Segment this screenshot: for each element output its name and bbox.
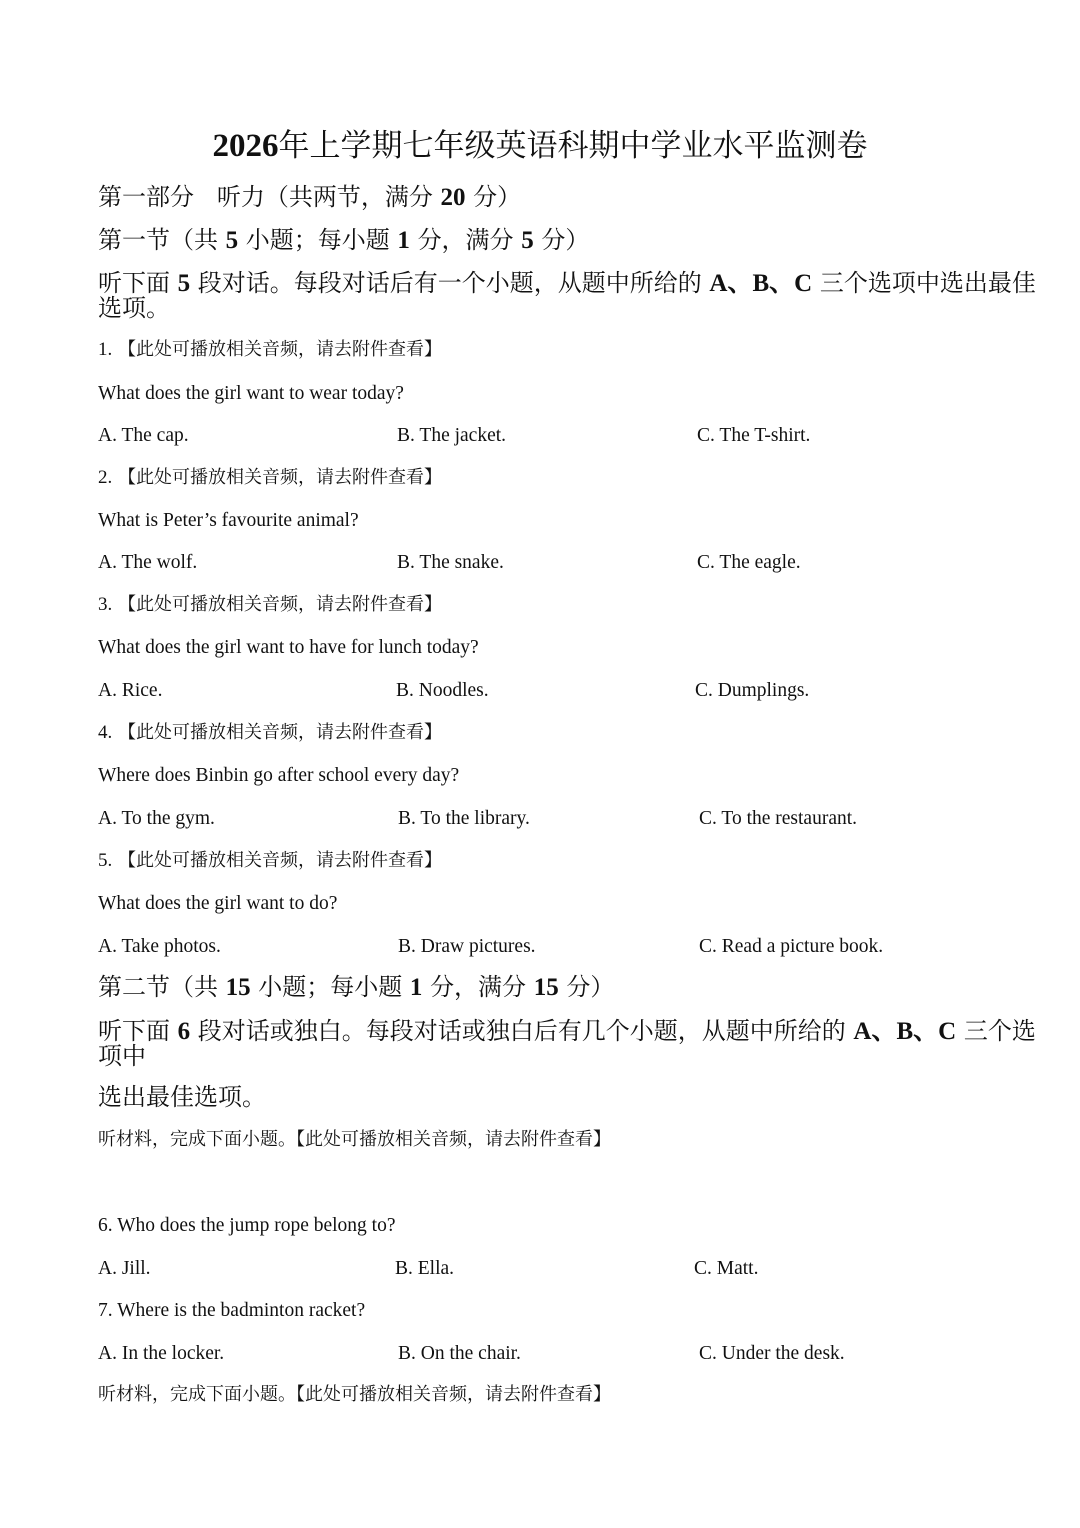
section1-instruction: 听下面 5 段对话。每段对话后有一个小题，从题中所给的 A、B、C 三个选项中选出最佳选项。 [98,269,1036,322]
audio-note: 2. 【此处可播放相关音频，请去附件查看】 [98,467,442,488]
title-text: 年上学期七年级英语科期中学业水平监测卷 [278,128,868,164]
title-year: 2026 [212,128,279,164]
audio-note: 3. 【此处可播放相关音频，请去附件查看】 [98,594,442,615]
option-a: A. Jill. [98,1258,151,1279]
question-text: Where does Binbin go after school every day? [98,765,460,786]
question-text: 6. Who does the jump rope belong to? [98,1215,396,1236]
listen-material-note: 听材料，完成下面小题。【此处可播放相关音频，请去附件查看】 [98,1129,611,1150]
option-b: B. To the library. [398,808,530,829]
audio-note: 4. 【此处可播放相关音频，请去附件查看】 [98,722,442,743]
option-b: B. The snake. [397,552,504,573]
option-c: C. To the restaurant. [699,808,858,829]
option-a: A. In the locker. [98,1343,225,1364]
section2-heading: 第二节（共 15 小题；每小题 1 分，满分 15 分） [98,973,615,1001]
option-b: B. Ella. [395,1258,455,1279]
option-a: A. Take photos. [98,936,221,957]
option-b: B. The jacket. [397,425,507,446]
question-text: What does the girl want to do? [98,893,338,914]
option-a: A. Rice. [98,680,163,701]
audio-note: 1. 【此处可播放相关音频，请去附件查看】 [98,339,442,360]
option-c: C. Matt. [694,1258,759,1279]
option-c: C. The T-shirt. [697,425,811,446]
option-c: C. Dumplings. [695,680,810,701]
section2-instruction: 听下面 6 段对话或独白。每段对话或独白后有几个小题，从题中所给的 A、B、C 三个选项中 [98,1017,1036,1070]
option-b: B. Draw pictures. [398,936,536,957]
option-a: A. The wolf. [98,552,198,573]
part1-heading: 第一部分 听力（共两节，满分 20 分） [98,183,522,211]
question-text: What is Peter’s favourite animal? [98,510,359,531]
option-a: A. The cap. [98,425,189,446]
option-c: C. The eagle. [697,552,801,573]
audio-note: 5. 【此处可播放相关音频，请去附件查看】 [98,850,442,871]
question-text: What does the girl want to have for lunch today? [98,637,479,658]
section1-heading: 第一节（共 5 小题；每小题 1 分，满分 5 分） [98,226,590,254]
option-b: B. Noodles. [396,680,489,701]
section2-instruction-line2: 选出最佳选项。 [98,1083,266,1111]
page-title [0,126,1080,166]
option-c: C. Under the desk. [699,1343,845,1364]
listen-material-note: 听材料，完成下面小题。【此处可播放相关音频，请去附件查看】 [98,1384,611,1405]
option-c: C. Read a picture book. [699,936,884,957]
option-a: A. To the gym. [98,808,215,829]
option-b: B. On the chair. [398,1343,521,1364]
question-text: 7. Where is the badminton racket? [98,1300,366,1321]
question-text: What does the girl want to wear today? [98,383,404,404]
